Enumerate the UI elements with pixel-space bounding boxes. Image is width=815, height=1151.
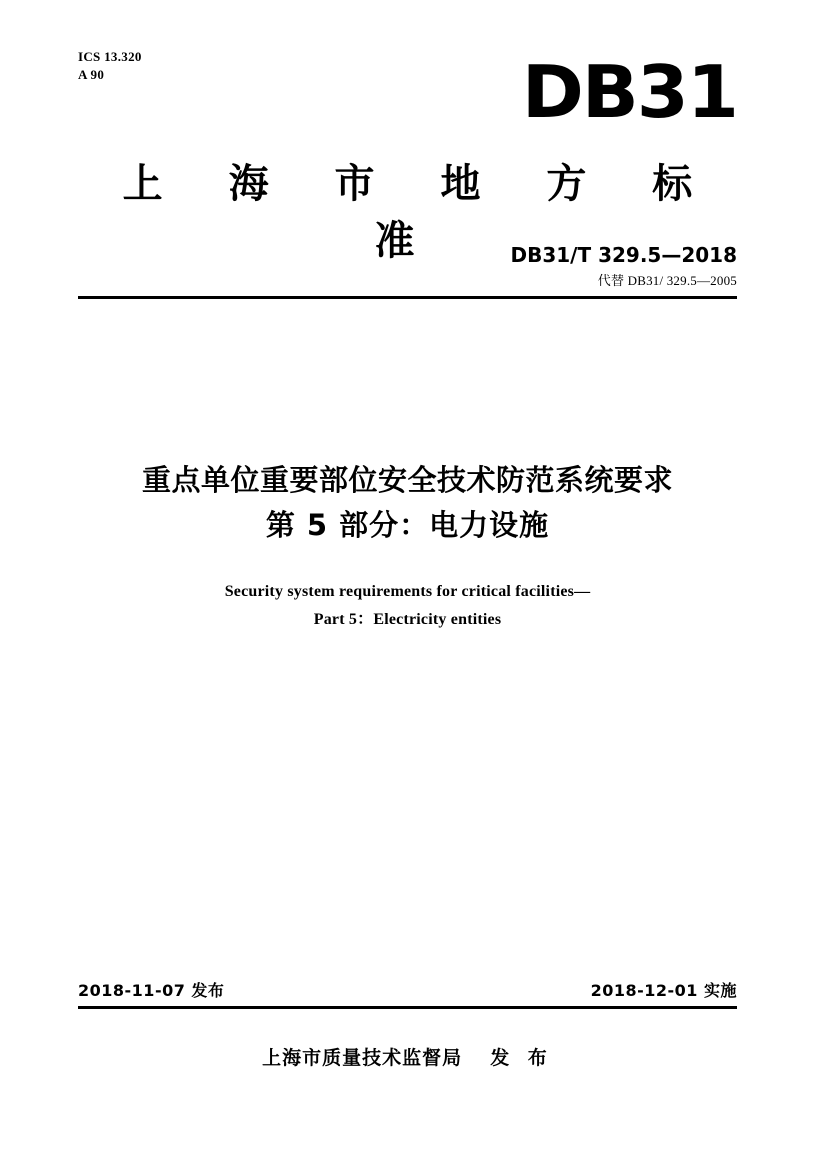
document-title-cn: [78, 458, 737, 548]
standard-number-block: [510, 243, 737, 289]
document-title-en-line2: Part 5：Electricity entities: [313, 611, 502, 628]
document-title-cn-line1: 重点单位重要部位安全技术防范系统要求: [141, 463, 673, 497]
effective-date: 2018-12-01 实施: [590, 981, 737, 1000]
issue-date: 2018-11-07 发布: [78, 981, 225, 1000]
publisher-name: 上海市质量技术监督局: [262, 1047, 463, 1069]
standard-series-title: 上 海 市 地 方 标 准: [122, 161, 719, 264]
document-title-en-line1: Security system requirements for critical facilities—: [224, 583, 591, 600]
footer-divider: [78, 1006, 737, 1009]
publisher-verb: 发 布: [490, 1047, 553, 1069]
replaces-note: 代替 DB31/ 329.5—2005: [597, 273, 737, 288]
standard-number: DB31/T 329.5—2018: [510, 243, 737, 267]
publisher-line: [78, 1043, 737, 1070]
ics-code: ICS 13.320: [78, 49, 142, 64]
db31-logo: DB31: [521, 50, 737, 134]
document-title-cn-line2: 第 5 部分：电力设施: [265, 507, 550, 542]
header-divider: [78, 296, 737, 299]
classification-code: A 90: [78, 66, 105, 82]
document-title-en: [78, 578, 737, 634]
classification-codes: [78, 48, 142, 83]
